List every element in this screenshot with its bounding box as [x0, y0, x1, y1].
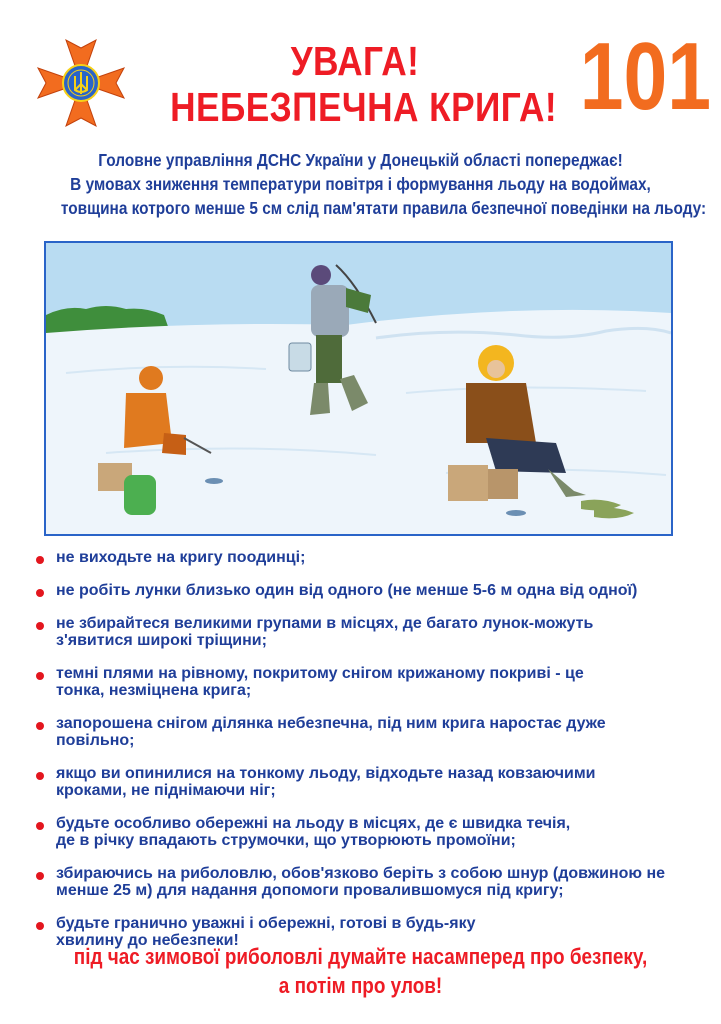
bullet-icon	[36, 822, 44, 830]
bullet-icon	[36, 772, 44, 780]
intro-text	[20, 148, 707, 220]
bullet-icon	[36, 672, 44, 680]
rule-item: запорошена снігом ділянка небезпечна, під ним крига наростає дуже повільно;	[34, 715, 704, 749]
bullet-icon	[36, 589, 44, 597]
rule-item: будьте особливо обережні на льоду в місцях, де є швидка течія, де в річку впадають струмочки, що утворюють промоїни;	[34, 815, 704, 849]
rule-item: не виходьте на кригу поодинці;	[34, 549, 704, 566]
rule-item: якщо ви опинилися на тонкому льоду, відходьте назад ковзаючими кроками, не піднімаючи ніг;	[34, 765, 704, 799]
bullet-icon	[36, 622, 44, 630]
bullet-icon	[36, 556, 44, 564]
rule-item: будьте гранично уважні і обережні, готові в будь-яку хвилину до небезпеки!	[34, 915, 704, 949]
dsns-emblem-icon	[36, 38, 126, 128]
bullet-icon	[36, 872, 44, 880]
rule-item: збираючись на риболовлю, обов'язково беріть з собою шнур (довжиною не менше 25 м) для надання допомоги провалившомуся під кригу;	[34, 865, 704, 899]
title-line-1: УВАГА!	[290, 38, 420, 84]
bullet-icon	[36, 922, 44, 930]
ice-fishing-scene-icon	[46, 243, 671, 534]
emergency-number: 101	[579, 23, 712, 130]
bullet-icon	[36, 722, 44, 730]
safety-rules-list	[34, 548, 704, 949]
ice-fishing-illustration	[44, 241, 673, 536]
footer-line-1: під час зимової риболовлі думайте насамперед про безпеку,	[73, 944, 648, 969]
rule-item: темні плями на рівному, покритому снігом крижаному покриві - це тонка, незміцнена крига;	[34, 665, 704, 699]
title-line-2: НЕБЕЗПЕЧНА КРИГА!	[170, 84, 558, 130]
intro-line-3: товщина котрого менше 5 см слід пам'ятати правила безпечної поведінки на льоду:	[60, 198, 707, 218]
intro-line-1: Головне управління ДСНС України у Донецькій області попереджає!	[98, 150, 623, 170]
footer-line-2: а потім про улов!	[278, 973, 443, 998]
footer-slogan	[10, 942, 711, 1000]
intro-line-2: В умовах зниження температури повітря і формування льоду на водоймах,	[70, 174, 651, 194]
warning-title	[170, 38, 558, 130]
rule-item: не робіть лунки близько один від одного (не менше 5-6 м одна від одної)	[34, 582, 704, 599]
rule-item: не збирайтеся великими групами в місцях, де багато лунок-можуть з'явитися широкі тріщини;	[34, 615, 704, 649]
